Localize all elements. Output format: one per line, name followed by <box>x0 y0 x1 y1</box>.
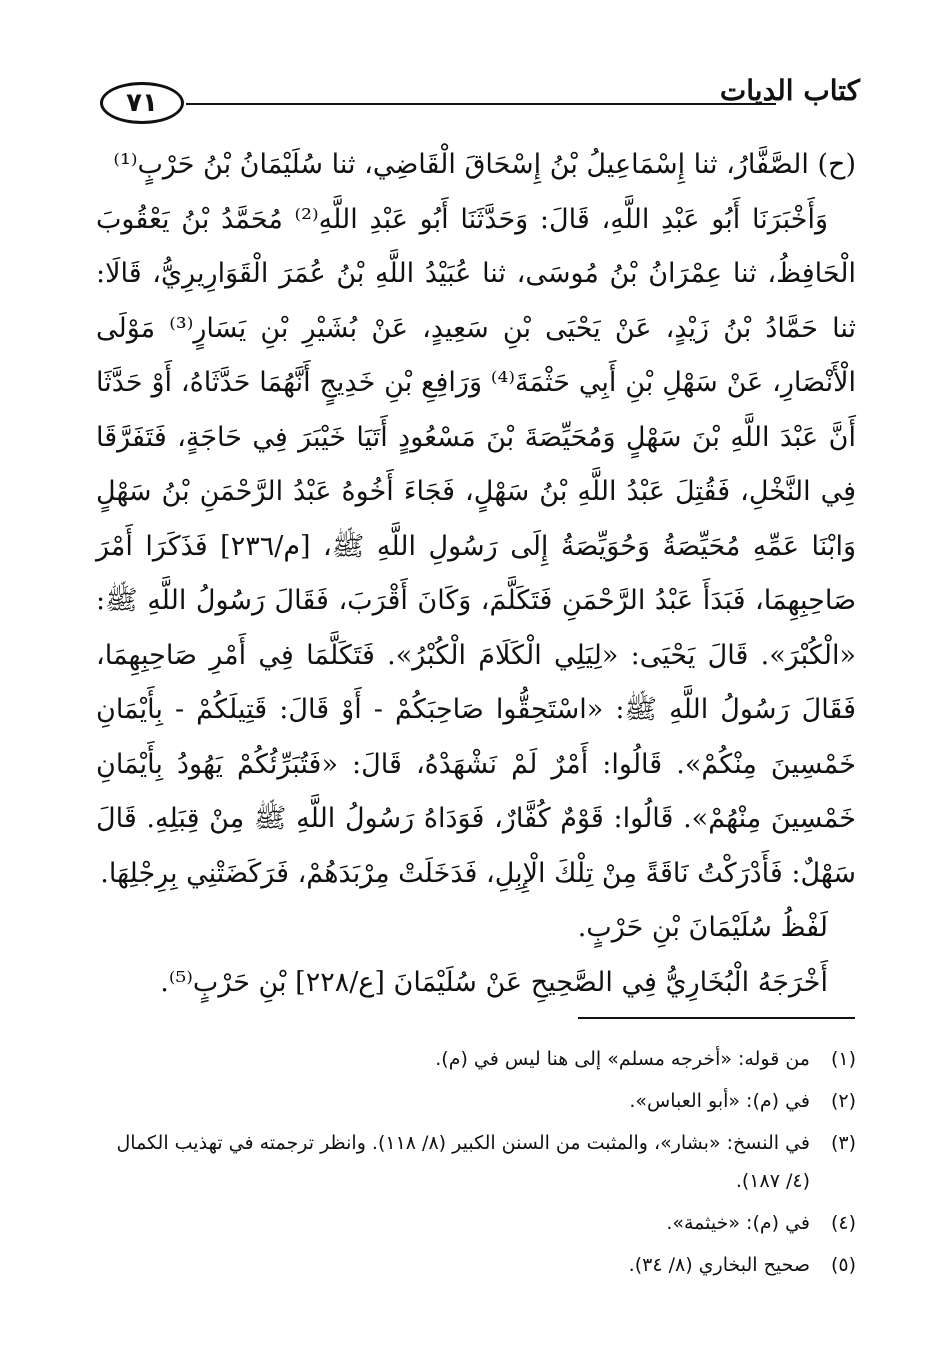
body-paragraph-3 <box>96 901 856 956</box>
footnote-text: في (م): «أبو العباس». <box>629 1090 810 1112</box>
body-paragraph-4 <box>96 956 856 1011</box>
body-line: مِرْبَدَهُمْ، فَرَكَضَتْنِي بِرِجْلِهَا. <box>100 857 390 889</box>
body-line: «لِيَلِي الْكَلَامَ الْكُبْرُ». فَتَكَلَّمَا فِي أَمْرِ صَاحِبِهِمَا، فَقَالَ رَسُولُ اللَّهِ ﷺ: <box>96 639 856 725</box>
footnote-text: من قوله: «أخرجه مسلم» إلى هنا ليس في (م). <box>435 1048 810 1070</box>
footnote-number: (٢) <box>830 1090 856 1112</box>
footnote-item <box>96 1124 856 1200</box>
header-rule <box>186 103 776 105</box>
footnote-number: (٤) <box>830 1212 856 1234</box>
body-line: عَبْدُ اللَّهِ بْنُ سَهْلٍ، فَجَاءَ أَخُوهُ عَبْدُ الرَّحْمَنِ بْنُ سَهْلٍ وَابْنَا عَمِّهِ مُحَيِّصَةُ <box>96 476 856 562</box>
footnote-text: في النسخ: «بشار»، والمثبت من السنن الكبير (٨/ ١١٨). وانظر ترجمته في تهذيب الكمال (٤/ ١٨٧). <box>116 1132 810 1192</box>
footnote-item <box>96 1246 856 1284</box>
body-line: لَفْظُ سُلَيْمَانَ بْنِ حَرْبٍ. <box>577 912 828 943</box>
body-paragraph-1 <box>96 138 856 193</box>
footnote-number: (٣) <box>830 1132 856 1154</box>
footnote-item <box>96 1040 856 1078</box>
page-number: ٧١ <box>100 82 184 124</box>
body-line: أَخْرَجَهُ الْبُخَارِيُّ فِي الصَّحِيحِ عَنْ سُلَيْمَانَ [ع/٢٢٨] بْنِ حَرْبٍ⁽⁵⁾. <box>160 966 828 998</box>
footnote-text: صحيح البخاري (٨/ ٣٤). <box>628 1254 810 1276</box>
body-paragraph-2 <box>96 193 856 902</box>
footnote-number: (١) <box>830 1048 856 1070</box>
body-line: سَهْلِ بْنِ أَبِي حَثْمَةَ⁽⁴⁾ وَرَافِعِ بْنِ خَدِيجٍ أَنَّهُمَا حَدَّثَاهُ، أَوْ حَدَّثَا أَنَّ عَبْدَ اللَّهِ بْنَ <box>96 367 857 453</box>
body-line: حَمَّادُ بْنُ زَيْدٍ، عَنْ يَحْيَى بْنِ سَعِيدٍ، عَنْ بُشَيْرِ بْنِ يَسَارٍ⁽³⁾ مَوْلَى الْأَنْصَارِ، عَنْ <box>96 312 856 398</box>
body-line: عَبْدُ الرَّحْمَنِ فَتَكَلَّمَ، وَكَانَ أَقْرَبَ، فَقَالَ رَسُولُ اللَّهِ ﷺ: «الْكُبْرَ». قَالَ يَحْيَى: <box>96 585 856 671</box>
footnote-item <box>96 1204 856 1242</box>
footnote-separator <box>578 1017 855 1019</box>
body-line: وَأَخْبَرَنَا أَبُو عَبْدِ اللَّهِ، قَالَ: وَحَدَّثَنَا أَبُو عَبْدِ اللَّهِ⁽²⁾ مُحَمَّدُ بْنُ يَعْقُوبَ <box>96 203 829 235</box>
footnote-text: في (م): «خيثمة». <box>666 1212 810 1234</box>
page-header <box>100 70 860 136</box>
footnotes <box>96 1040 856 1284</box>
body-line: رَسُولُ اللَّهِ ﷺ مِنْ قِبَلِهِ. قَالَ سَهْلٌ: فَأَدْرَكْتُ نَاقَةً مِنْ تِلْكَ الْإِبِلِ، فَدَخَلَتْ <box>96 803 856 889</box>
body-line: وَحُوَيِّصَةُ إِلَى رَسُولِ اللَّهِ ﷺ، [م/٢٣٦] فَذَكَرَا أَمْرَ صَاحِبِهِمَا، فَبَدَأَ <box>96 530 856 616</box>
body-line: سَهْلٍ وَمُحَيِّصَةَ بْنَ مَسْعُودٍ أَتَيَا خَيْبَرَ فِي حَاجَةٍ، فَتَفَرَّقَا فِي النَّخْلِ، فَقُتِلَ <box>96 421 856 507</box>
body-line: (ح) الصَّفَّارُ، ثنا إِسْمَاعِيلُ بْنُ إِسْحَاقَ الْقَاضِي، ثنا سُلَيْمَانُ بْنُ حَرْبٍ⁽¹⁾ <box>113 149 856 180</box>
body-line: «اسْتَحِقُّوا صَاحِبَكُمْ - أَوْ قَالَ: قَتِيلَكُمْ - بِأَيْمَانِ خَمْسِينَ مِنْكُمْ». قَالُوا: أَمْرٌ لَمْ <box>96 694 856 780</box>
book-title: كتاب الديات <box>719 74 860 107</box>
main-text <box>96 138 856 1010</box>
footnote-number: (٥) <box>830 1254 856 1276</box>
body-line: نَشْهَدْهُ، قَالَ: «فَتُبَرِّئُكُمْ يَهُودُ بِأَيْمَانِ خَمْسِينَ مِنْهُمْ». قَالُوا: قَوْمٌ كُفَّارٌ، فَوَدَاهُ <box>96 748 856 834</box>
footnote-item <box>96 1082 856 1120</box>
body-line: الْحَافِظُ، ثنا عِمْرَانُ بْنُ مُوسَى، ثنا عُبَيْدُ اللَّهِ بْنُ عُمَرَ الْقَوَارِيرِيُّ، قَالَا: ثنا <box>96 258 856 344</box>
